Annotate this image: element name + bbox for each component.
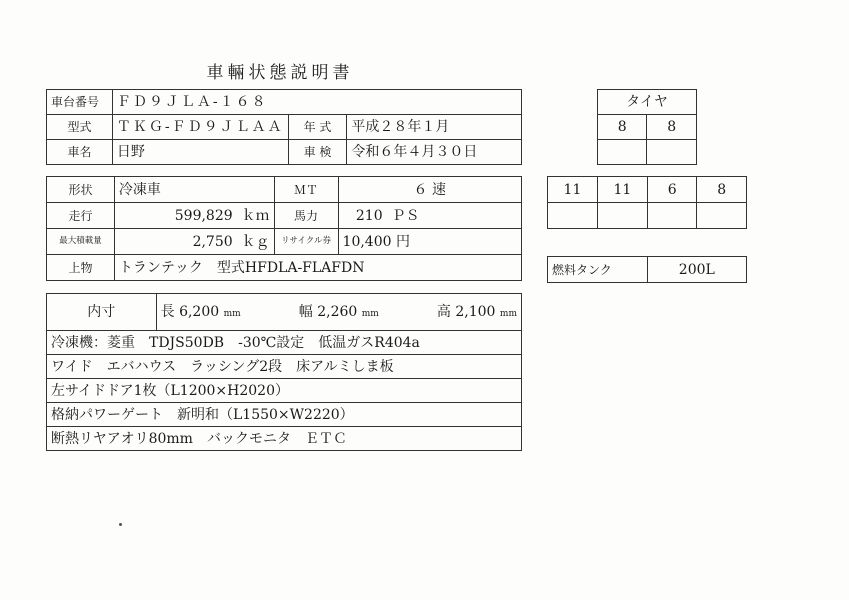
body-row [47,255,522,281]
horsepower-cell [338,203,521,229]
height-label: 高 [436,304,451,320]
specs-table [46,176,522,281]
width-value: 2,260 [317,304,358,320]
fuel-label: 燃料タンク [548,257,648,283]
length-label: 長 [160,304,175,320]
inspection-label: 車 検 [288,140,347,165]
maker-value: 日野 [112,140,288,165]
equipment-line: 冷凍機：菱重 TDJS50DB -30℃設定 低温ガスR404a [47,331,522,355]
mileage-unit: ｋｍ [241,207,270,224]
dimensions-label: 内寸 [47,294,157,331]
equipment-row [47,379,522,403]
model-row [47,115,522,140]
equipment-line: 格納パワーゲート 新明和（L1550×W2220） [47,403,522,427]
transmission-value: ６ 速 [338,177,521,203]
shape-value: 冷凍車 [114,177,274,203]
length-group [161,305,241,319]
year-value: 平成２８年１月 [347,115,522,140]
tire-front-table [597,89,697,165]
equipment-table [46,293,522,451]
load-cell [114,229,274,255]
chassis-value: ＦＤ９ＪＬＡ-１６８ [112,90,521,115]
inspection-value: 令和６年４月３０日 [347,140,522,165]
document-title: 車輛状態説明書 [206,63,354,83]
equipment-row [47,427,522,451]
equipment-line: 断熱リヤアオリ80mm バックモニタ ＥＴＣ [47,427,522,451]
maker-row [47,140,522,165]
body-value: トランテック 型式HFDLA-FLAFDN [114,255,521,281]
tire-empty-cell [647,140,697,165]
model-label: 型式 [47,115,113,140]
equipment-row [47,403,522,427]
vehicle-info-table [46,89,522,165]
tire-rear-1: 11 [548,177,598,203]
horsepower-value: 210 [355,207,383,224]
tire-rear-table [547,176,747,229]
tire-empty-cell [647,203,697,229]
load-row [47,229,522,255]
dimensions-row [47,294,522,331]
scan-speck [119,523,122,526]
equipment-row [47,355,522,379]
tire-rear-3: 6 [647,177,697,203]
length-value: 6,200 [179,304,220,320]
chassis-label: 車台番号 [47,90,113,115]
tire-empty-cell [598,140,647,165]
length-unit: mm [223,309,241,319]
tire-front-right: 8 [647,115,697,140]
horsepower-label: 馬力 [274,203,338,229]
tire-rear-2: 11 [597,177,647,203]
fuel-value: 200L [647,257,746,283]
recycle-value: 10,400 円 [338,229,521,255]
equipment-line: ワイド エバハウス ラッシング2段 床アルミしま板 [47,355,522,379]
height-unit: mm [499,309,517,319]
transmission-label: ＭＴ [274,177,338,203]
mileage-value: 599,829 [174,207,233,224]
mileage-cell [114,203,274,229]
fuel-table [547,256,747,283]
tire-rear-4: 8 [697,177,747,203]
body-label: 上物 [47,255,115,281]
equipment-row [47,331,522,355]
load-value: 2,750 [192,233,233,250]
load-unit: ｋｇ [241,233,270,250]
tire-front-left: 8 [598,115,647,140]
dimensions-cell [156,294,521,331]
tire-label: タイヤ [598,90,697,115]
shape-label: 形状 [47,177,115,203]
width-group [299,305,379,319]
tire-empty-cell [548,203,598,229]
model-value: ＴＫＧ-ＦＤ９ＪＬＡＡ [112,115,288,140]
chassis-row [47,90,522,115]
year-label: 年 式 [288,115,347,140]
maker-label: 車名 [47,140,113,165]
tire-empty-cell [697,203,747,229]
tire-empty-cell [597,203,647,229]
recycle-label: リサイクル券 [274,229,338,255]
horsepower-unit: ＰＳ [391,207,420,224]
height-value: 2,100 [455,304,496,320]
load-label: 最大積載量 [47,229,115,255]
width-label: 幅 [298,304,313,320]
mileage-row [47,203,522,229]
shape-row [47,177,522,203]
height-group [437,305,517,319]
equipment-line: 左サイドドア1枚（L1200×H2020） [47,379,522,403]
mileage-label: 走行 [47,203,115,229]
width-unit: mm [361,309,379,319]
